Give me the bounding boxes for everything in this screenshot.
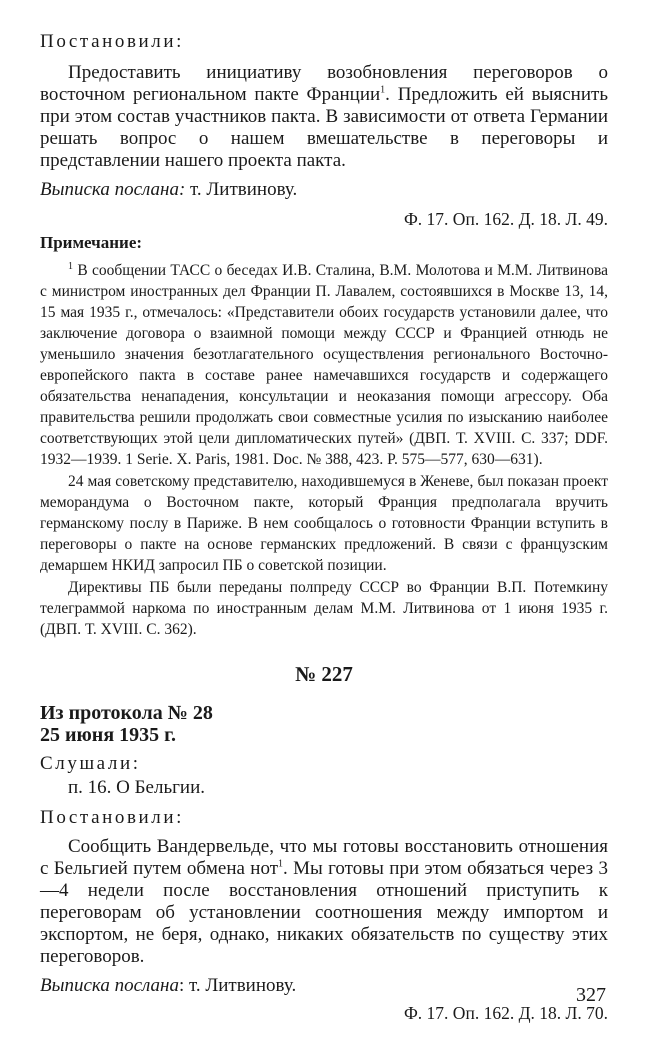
resolved-label-2: Постановили: <box>40 807 185 828</box>
heard-item: п. 16. О Бельгии. <box>68 777 206 798</box>
note-1-marker: 1 <box>68 260 73 272</box>
archive-ref-2: Ф. 17. Оп. 162. Д. 18. Л. 70. <box>403 1003 608 1023</box>
sent-to-2: : т. Литвинову. <box>178 975 297 996</box>
resolution-text-1: Предоставить инициативу возобновления переговоров о восточном региональном пакте Франции <box>40 62 608 105</box>
archive-ref-1: Ф. 17. Оп. 162. Д. 18. Л. 49. <box>403 209 608 229</box>
resolution-text-2-tail: . Мы готовы при этом обязаться через 3—4 недели после восстановления отношений приступить к переговорам об установлении соотношения между импортом и экспортом, не беря, однако, никаких обязательств по существу этих переговоров. <box>40 858 608 967</box>
sent-to-1: т. Литвинову. <box>185 179 298 200</box>
note-1-text: В сообщении ТАСС о беседах И.В. Сталина, В.М. Молотова и М.М. Литвинова с министром иностранных дел Франции П. Лавалем, состоявшихся в Москве 13, 14, 15 мая 1935 г., отмечалось: «Представители обоих государств установили далее, что заключение договора о взаимной помощи между СССР и Францией отнюдь не уменьшило значения безотлагательного осуществления регионального Восточно-европейского пакта в составе ранее намечавшихся государств и содержащего обязательства ненападения, консультации и неоказания помощи агрессору. Оба правительства решили продолжать свои совместные усилия по изысканию наиболее соответствующих этой цели дипломатических путей» (ДВП. Т. XVIII. С. 337; DDF. 1932—1939. 1 Serie. X. Paris, 1981. Doc. № 388, 423. P. 575—577, 630—631). <box>40 262 608 468</box>
note-3: Директивы ПБ были переданы полпреду СССР во Франции В.П. Потемкину телеграммой наркома по иностранным делам М.М. Литвинова от 1 июня 1935 г. (ДВП. Т. XVIII. С. 362). <box>40 579 608 638</box>
resolved-label-1: Постановили: <box>40 31 185 52</box>
sent-label-1: Выписка послана: <box>40 179 186 200</box>
heard-label: Слушали: <box>40 753 141 774</box>
footnote-marker-1: 1 <box>380 84 386 96</box>
sent-line-2 <box>40 974 608 998</box>
protocol-title: Из протокола № 28 <box>40 702 213 724</box>
note-1 <box>40 260 608 470</box>
notes-heading: Примечание: <box>40 233 143 252</box>
protocol-date: 25 июня 1935 г. <box>40 724 176 746</box>
page-number: 327 <box>576 984 606 1006</box>
resolution-paragraph-1 <box>40 62 608 172</box>
sent-label-2: Выписка послана <box>40 975 179 996</box>
footnote-marker-2: 1 <box>278 858 284 870</box>
note-2: 24 мая советскому представителю, находившемуся в Женеве, был показан проект меморандума о Восточном пакте, который Франция предполагала вручить германскому послу в Париже. В нем сообщалось о готовности Франции вступить в переговоры о пакте на основе германских предложений. В связи с французским демаршем НКИД запросил ПБ о советской позиции. <box>40 473 608 574</box>
resolution-text-1-tail: . Предложить ей выяснить при этом состав участников пакта. В зависимости от ответа Германии решать вопрос о нашем вмешательстве в переговоры и представлении нашего проекта пакта. <box>40 84 608 171</box>
resolution-text-2: Сообщить Вандервельде, что мы готовы восстановить отношения с Бельгией путем обмена нот <box>40 836 608 879</box>
sent-line-1 <box>40 178 608 202</box>
document-page <box>40 30 608 1024</box>
resolution-paragraph-2 <box>40 836 608 968</box>
document-number: № 227 <box>295 662 353 686</box>
